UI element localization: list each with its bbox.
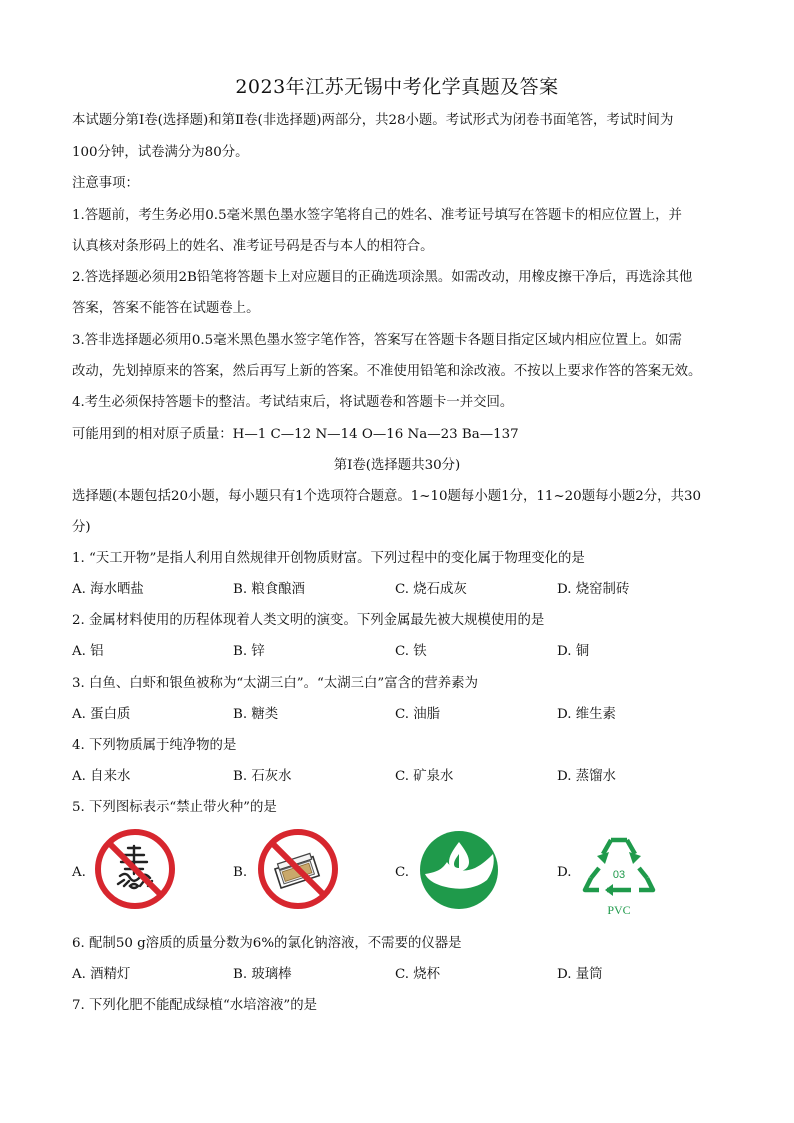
option-letter: D. xyxy=(557,865,572,880)
option-a: A. 铝 xyxy=(72,644,104,659)
no-matches-icon xyxy=(257,828,339,910)
question-stem: 2. 金属材料使用的历程体现着人类文明的演变。下列金属最先被大规模使用的是 xyxy=(72,613,545,628)
option-d: D. 烧窑制砖 xyxy=(557,582,630,597)
recycle-code: 03 xyxy=(612,869,626,881)
option-a: A. 海水晒盐 xyxy=(72,582,144,597)
option-a: A. 自来水 xyxy=(72,769,131,784)
option-c: C. 油脂 xyxy=(395,707,441,722)
question-stem: 5. 下列图标表示“禁止带火种”的是 xyxy=(72,800,277,815)
section-title: 第Ⅰ卷(选择题共30分) xyxy=(333,458,461,473)
no-fire-source-icon xyxy=(94,828,176,910)
intro-line-1: 本试题分第Ⅰ卷(选择题)和第Ⅱ卷(非选择题)两部分，共28小题。考试形式为闭卷书面笔答，考试时间为 xyxy=(72,113,674,128)
option-d: D. 铜 xyxy=(557,644,590,659)
option-c: C. 烧石成灰 xyxy=(395,582,467,597)
atomic-masses: 可能用到的相对原子质量：H—1 C—12 N—14 O—16 Na—23 Ba—137 xyxy=(72,427,519,442)
option-a: A. 酒精灯 xyxy=(72,967,131,982)
option-d: D. 维生素 xyxy=(557,707,616,722)
recycle-label: PVC xyxy=(607,903,631,917)
notice-line: 3.答非选择题必须用0.5毫米黑色墨水签字笔作答，答案写在答题卡各题目指定区域内相应位置上。如需 xyxy=(72,333,682,348)
option-c: C. 铁 xyxy=(395,644,427,659)
section-desc-line-2: 分) xyxy=(72,520,91,535)
option-b: B. 玻璃棒 xyxy=(233,967,292,982)
question-stem: 7. 下列化肥不能配成绿植“水培溶液”的是 xyxy=(72,998,317,1013)
option-letter: C. xyxy=(395,865,410,880)
page-title: 2023年江苏无锡中考化学真题及答案 xyxy=(235,76,559,98)
question-stem: 6. 配制50 g溶质的质量分数为6%的氯化钠溶液，不需要的仪器是 xyxy=(72,936,462,951)
icon-options xyxy=(72,828,722,918)
option-d: D. 蒸馏水 xyxy=(557,769,616,784)
notice-line: 认真核对条形码上的姓名、准考证号码是否与本人的相符合。 xyxy=(72,239,434,254)
notice-line: 4.考生必须保持答题卡的整洁。考试结束后，将试题卷和答题卡一并交回。 xyxy=(72,395,514,410)
option-d: D. 量筒 xyxy=(557,967,603,982)
option-letter: B. xyxy=(233,865,248,880)
option-a: A. 蛋白质 xyxy=(72,707,131,722)
question-stem: 3. 白鱼、白虾和银鱼被称为“太湖三白”。“太湖三白”富含的营养素为 xyxy=(72,676,478,691)
water-saving-icon xyxy=(417,828,501,912)
option-letter: A. xyxy=(72,865,86,880)
notice-line: 1.答题前，考生务必用0.5毫米黑色墨水签字笔将自己的姓名、准考证号填写在答题卡的相应位置上，并 xyxy=(72,208,682,223)
question-stem: 4. 下列物质属于纯净物的是 xyxy=(72,738,237,753)
notice-heading: 注意事项： xyxy=(72,176,139,191)
option-b: B. 粮食酿酒 xyxy=(233,582,305,597)
option-c: C. 矿泉水 xyxy=(395,769,454,784)
option-b: B. 糖类 xyxy=(233,707,279,722)
question-stem: 1. “天工开物”是指人利用自然规律开创物质财富。下列过程中的变化属于物理变化的是 xyxy=(72,551,585,566)
notice-line: 答案，答案不能答在试题卷上。 xyxy=(72,301,260,316)
option-c: C. 烧杯 xyxy=(395,967,441,982)
intro-line-2: 100分钟，试卷满分为80分。 xyxy=(72,145,249,160)
option-b: B. 锌 xyxy=(233,644,265,659)
section-desc-line-1: 选择题(本题包括20小题，每小题只有1个选项符合题意。1~10题每小题1分，11~20题每小题2分，共30 xyxy=(72,489,701,504)
recycle-pvc-icon xyxy=(577,828,661,918)
option-b: B. 石灰水 xyxy=(233,769,292,784)
notice-line: 2.答选择题必须用2B铅笔将答题卡上对应题目的正确选项涂黑。如需改动，用橡皮擦干净后，再选涂其他 xyxy=(72,270,693,285)
notice-line: 改动，先划掉原来的答案，然后再写上新的答案。不准使用铅笔和涂改液。不按以上要求作答的答案无效。 xyxy=(72,364,702,379)
